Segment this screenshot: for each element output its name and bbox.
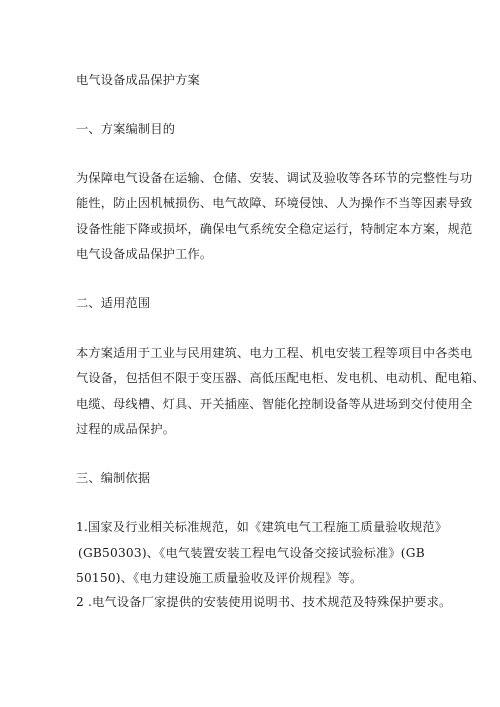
section-2-heading: 二、适用范围 bbox=[76, 296, 151, 310]
section-1-heading: 一、方案编制目的 bbox=[76, 122, 176, 136]
section-1-line-2: 能性，防止因机械损伤、电气故障、环境侵蚀、人为操作不当等因素导致 bbox=[76, 196, 473, 210]
section-1-line-3: 设备性能下降或损坏，确保电气系统安全稳定运行，特制定本方案，规范 bbox=[76, 222, 473, 236]
section-3-line-2: (GB50303)、《电气装置安装工程电气设备交接试验标准》(GB bbox=[78, 546, 425, 560]
section-1-line-1: 为保障电气设备在运输、仓储、安装、调试及验收等各环节的完整性与功 bbox=[76, 171, 473, 185]
section-3-heading: 三、编制依据 bbox=[76, 471, 151, 485]
section-3-line-4: 2 .电气设备厂家提供的安装使用说明书、技术规范及特殊保护要求。 bbox=[76, 595, 452, 609]
section-2-line-3: 电缆、母线槽、灯具、开关插座、智能化控制设备等从进场到交付使用全 bbox=[76, 397, 473, 411]
document-title: 电气设备成品保护方案 bbox=[76, 73, 200, 87]
section-2-line-4: 过程的成品保护。 bbox=[76, 422, 176, 436]
section-1-line-4: 电气设备成品保护工作。 bbox=[76, 247, 213, 261]
section-3-line-3: 50150)、《电力建设施工质量验收及评价规程》等。 bbox=[76, 571, 363, 585]
section-2-line-2: 气设备，包括但不限于变压器、高低压配电柜、发电机、电动机、配电箱、 bbox=[76, 371, 485, 385]
section-2-line-1: 本方案适用于工业与民用建筑、电力工程、机电安装工程等项目中各类电 bbox=[76, 346, 473, 360]
section-3-line-1: 1.国家及行业相关标准规范，如《建筑电气工程施工质量验收规范》 bbox=[76, 520, 448, 534]
